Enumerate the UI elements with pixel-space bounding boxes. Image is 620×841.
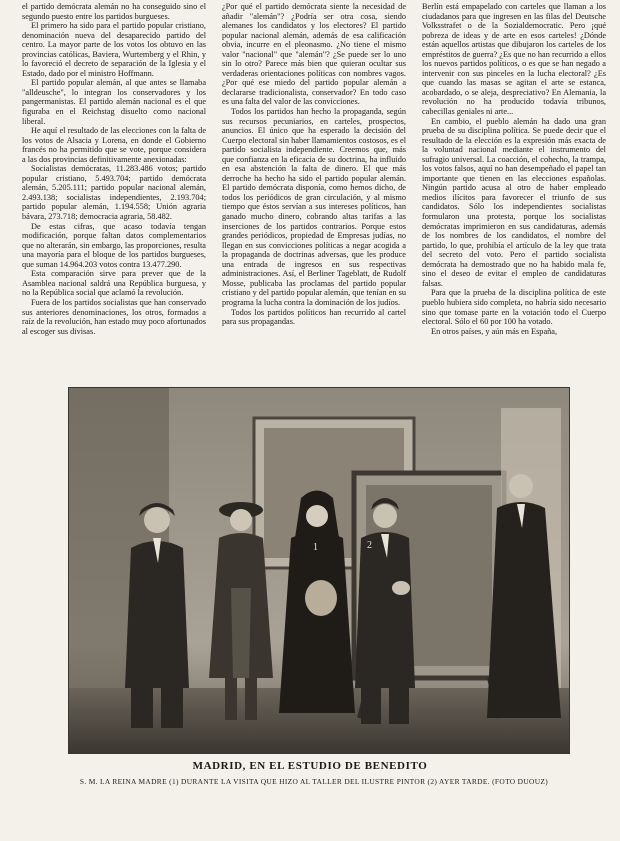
paragraph: Esta comparación sirve para prever que de la Asamblea nacional saldrá una República burguesa, y no la República social que aclamó la revolución. [22,269,206,298]
paragraph: Para que la prueba de la disciplina política de este pueblo hubiera sido completa, no habría sido necesario sino que tomase parte en la votación todo el Cuerpo electoral. Sólo el 60 por 100 ha votado. [422,288,606,327]
text-column-3 [422,2,606,384]
text-column-1 [22,2,206,384]
photo-caption-title: MADRID, EN EL ESTUDIO DE BENEDITO [192,760,428,772]
paragraph: Fuera de los partidos socialistas que han conservado sus anteriores denominaciones, los otros, formados a raíz de la revolución, han estado muy poco afortunados al escoger sus divisas. [22,297,206,336]
photo-illustration [69,388,569,753]
paragraph: el partido demócrata alemán no ha conseguido sino el segundo puesto entre los partidos burgueses. [22,2,206,21]
paragraph: He aquí el resultado de las elecciones con la falta de los votos de Alsacia y Lorena, en donde el Gobierno francés no ha permitido que se vote, porque considera a las dos provincias definitivamente anexionadas: [22,126,206,164]
paragraph: Todos los partidos políticos han recurrido al cartel para sus propagandas. [222,307,406,327]
paragraph: Socialistas demócratas, 11.283.486 votos; partido popular cristiano, 5.493.704; partido demócrata alemán, 5.205.111; partido popular nacional alemán, 2.493.138; socialistas independientes, 2.193.704; partido popular alemán, 1.194.558; Unión agraria bávara, 273.718; democracia agraria, 58.482. [22,164,206,222]
article-body [22,2,606,384]
paragraph: ¿Por qué el partido demócrata siente la necesidad de añadir "alemán"? ¿Podría ser otra cosa, siendo alemanes los candidatos y los electores? El partido popular nacional alemán, además de esa calificación obvia, incurre en el pleonasmo. ¿No tiene el mismo valor "nacional" que "alemán"? ¿Se puede ser lo uno sin lo otro? Parece más bien que quieran ocultar sus verdaderas orientaciones políticas con nombres vagos. ¿Por qué ese miedo del partido popular alemán a declararse tradicionalista, conservador? En todo caso es una falta del valor de las convicciones. [222,2,406,107]
paragraph: El primero ha sido para el partido popular cristiano, denominación nueva del desaparecido partido del centro. La mayor parte de los votos los obtuvo en las provincias católicas, Baviera, Wurtemberg y el Rhin, y lo favoreció el decreto de separación de la Iglesia y el Estado, dado por el ministro Hoffmann. [22,21,206,78]
label-queen-marker: 1 [313,542,318,553]
label-painter-marker: 2 [367,540,372,551]
text-column-2 [222,2,406,384]
paragraph: Berlín está empapelado con carteles que llaman a los ciudadanos para que ingresen en las filas del Deutsche Volksstrafet o de la Sozialdemocratic. Pero ¡qué pobreza de ideas y de arte en esos carteles! ¿Dónde están aquellos artistas que dibujaron los carteles de los empréstitos de guerra? ¿Es que no han recurrido a ellos los nuevos partidos políticos, o es que se han negado a intervenir con sus pinceles en la lucha electoral? ¿Es que cuando las masas se agitan el arte se estanca, acobardado, o se aleja, despreciativo? En Alemania, la revolución no ha producido todavía tribunos, cabecillas geniales ni arte... [422,2,606,117]
paragraph: En otros países, y aún más en España, [431,326,558,336]
flower-bouquet [305,580,337,616]
paragraph: Todos los partidos han hecho la propaganda, según sus recursos pecuniarios, en carteles, prospectos, anuncios. El único que ha esperado la decisión del Cuerpo electoral sin haber llamamientos costosos, es el partido socialista independiente. Creemos que, más que confianza en la eficacia de su doctrina, ha influido en esa abstención la falta de dinero. El que más derroche ha hecho ha sido el partido popular alemán. El partido demócrata disponía, como hemos dicho, de todos los periódicos de gran circulación, y al mismo tiempo que éstos servían a sus intereses políticos, han ganado mucho dinero, cobrando altas tarifas a las inserciones de los partidos contrarios. Porque estos grandes periódicos, propiedad de Empresas judías, no llegan en sus convicciones políticas a negar acogida a la propaganda de doctrinas adversas, que les produce una entrada de ingresos en sus respectivas administraciones. Así, el Berliner Tageblatt, de Rudolf Mosse, publicaba las proclamas del partido popular cristiano y del partido popular alemán, que tenían en su programa la lucha contra la dominación de los judíos. [222,107,406,307]
paragraph: El partido popular alemán, al que antes se llamaba "alldeusche", lo integran los conservadores y los pangermanistas. El partido alemán nacional es el que figuraba en el Reichstag disuelto como nacional liberal. [22,78,206,126]
studio-photograph [68,387,570,754]
paragraph: De estas cifras, que acaso todavía tengan modificación, porque faltan datos complementarios que no alterarán, sin embargo, las proporciones, resulta una mayoría para el bloque de los partidos burgueses, que suman 14.964.203 votos contra 13.477.290. [22,221,206,269]
photo-caption-subtitle: S. M. LA REINA MADRE (1) DURANTE LA VISITA QUE HIZO AL TALLER DEL ILUSTRE PINTOR (2) AYER TARDE. (FOTO DUOUZ) [79,777,549,786]
paragraph: En cambio, el pueblo alemán ha dado una gran prueba de su disciplina política. Se puede decir que el resultado de la elección es la expresión más exacta de la voluntad nacional mediante el instrumento del sufragio universal. La coacción, el cohecho, la trampa, los votos falsos, aquí no han desempeñado el papel tan importante que tienen en las elecciones españolas. Ningún partido acusa al otro de haber empleado medios ilícitos para favorecer el triunfo de sus candidatos. Sólo los independientes socialistas formularon una protesta, porque los socialistas demócratas imprimieron en sus candidaturas, además de los nombres de los candidatos, el nombre del partido, lo que, prohibía el artículo de la ley que trata del secreto del voto. Pero el partido socialista demócrata ha demostrado que no ha habido mala fe, sino el deseo de evitar el empleo de candidaturas falsas. [422,116,606,288]
